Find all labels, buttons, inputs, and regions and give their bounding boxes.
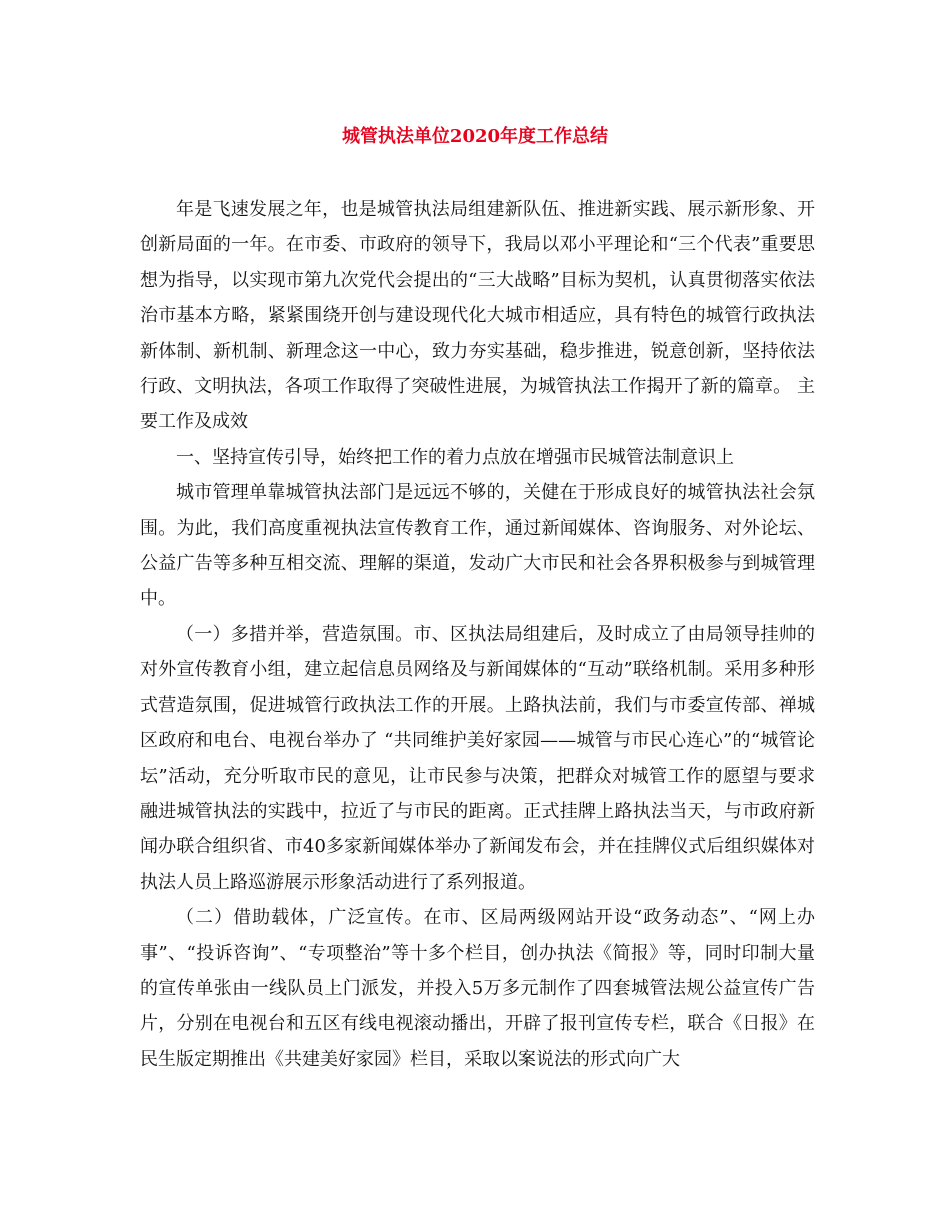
paragraph-subsection-two: （二）借助载体，广泛宣传。在市、区局两级网站开设“政务动态”、“网上办事”、“投诉咨询”、“专项整治”等十多个栏目，创办执法《简报》等，同时印制大量的宣传单张由一线队员上门派发，并投入5万多元制作了四套城管法规公益宣传广告片，分别在电视台和五区有线电视滚动播出，开辟了报刊宣传专栏，联合《日报》在民生版定期推出《共建美好家园》栏目，采取以案说法的形式向广大 (140, 907, 815, 1070)
document-body (140, 192, 815, 1077)
paragraph-publicity-overview: 城市管理单靠城管执法部门是远远不够的，关健在于形成良好的城管执法社会氛围。为此，我们高度重视执法宣传教育工作，通过新闻媒体、咨询服务、对外论坛、公益广告等多种互相交流、理解的渠道，发动广大市民和社会各界积极参与到城管理中。 (140, 482, 815, 610)
paragraph-subsection-one: （一）多措并举，营造氛围。市、区执法局组建后，及时成立了由局领导挂帅的对外宣传教育小组，建立起信息员网络及与新闻媒体的“互动”联络机制。采用多种形式营造氛围，促进城管行政执法工作的开展。上路执法前，我们与市委宣传部、禅城区政府和电台、电视台举办了 “共同维护美好家园——城管与市民心连心”的“城管论坛”活动，充分听取市民的意见，让市民参与决策，把群众对城管工作的愿望与要求融进城管执法的实践中，拉近了与市民的距离。正式挂牌上路执法当天，与市政府新闻办联合组织省、市40多家新闻媒体举办了新闻发布会，并在挂牌仪式后组织媒体对执法人员上路巡游展示形象活动进行了系列报道。 (140, 623, 815, 893)
paragraph-intro: 年是飞速发展之年，也是城管执法局组建新队伍、推进新实践、展示新形象、开创新局面的一年。在市委、市政府的领导下，我局以邓小平理论和“三个代表”重要思想为指导，以实现市第九次党代会提出的“三大战略”目标为契机，认真贯彻落实依法治市基本方略，紧紧围绕开创与建设现代化大城市相适应，具有特色的城管行政执法新体制、新机制、新理念这一中心，致力夯实基础，稳步推进，锐意创新，坚持依法行政、文明执法，各项工作取得了突破性进展，为城管执法工作揭开了新的篇章。 主要工作及成效 (140, 199, 815, 433)
paragraph-heading-one: 一、坚持宣传引导，始终把工作的着力点放在增强市民城管法制意识上 (176, 446, 734, 468)
document-title: 城管执法单位2020年度工作总结 (341, 126, 609, 147)
